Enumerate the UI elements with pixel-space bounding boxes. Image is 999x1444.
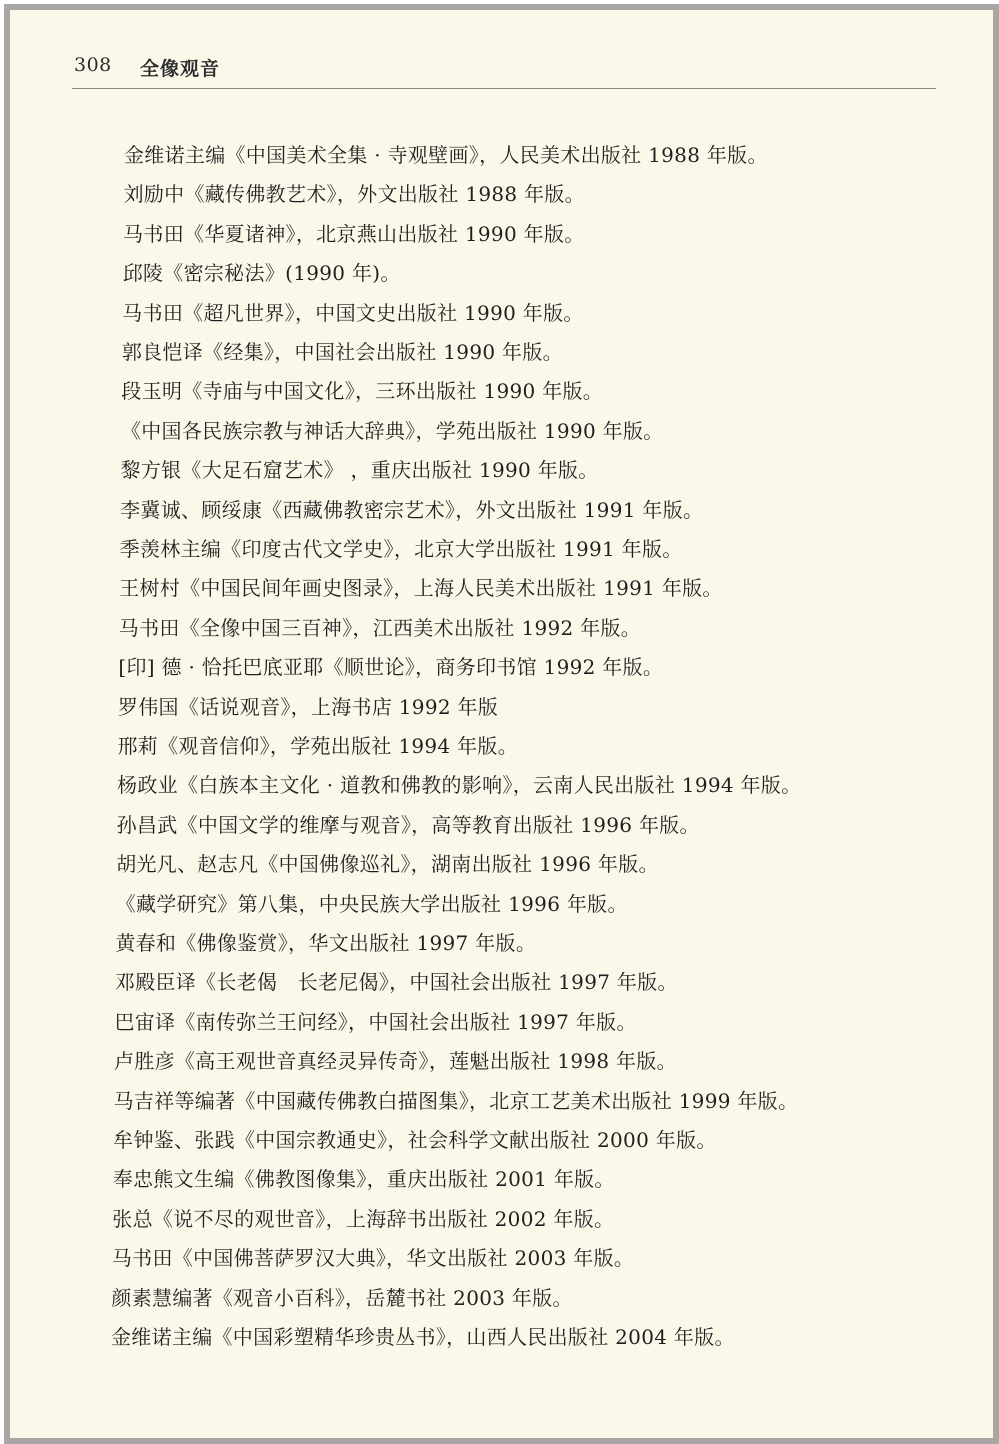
reference-item: 《中国各民族宗教与神话大辞典》，学苑出版社 1990 年版。 (120, 418, 664, 443)
reference-item: 马书田《全像中国三百神》，江西美术出版社 1992 年版。 (118, 615, 642, 640)
reference-item: 金维诺主编《中国彩塑精华珍贵丛书》，山西人民出版社 2004 年版。 (111, 1325, 735, 1349)
reference-item: 李冀诚、顾绥康《西藏佛教密宗艺术》，外文出版社 1991 年版。 (120, 497, 704, 522)
reference-item: 《藏学研究》第八集，中央民族大学出版社 1996 年版。 (115, 891, 628, 916)
reference-item: 黎方银《大足石窟艺术》 ，重庆出版社 1990 年版。 (120, 458, 599, 483)
reference-item: 刘励中《藏传佛教艺术》，外文出版社 1988 年版。 (123, 182, 585, 207)
reference-item: 邢莉《观音信仰》，学苑出版社 1994 年版。 (117, 734, 519, 758)
reference-item: 罗伟国《话说观音》，上海书店 1992 年版 (117, 694, 499, 719)
reference-item: 马书田《超凡世界》，中国文史出版社 1990 年版。 (122, 300, 584, 325)
reference-item: 王树村《中国民间年画史图录》，上海人民美术出版社 1991 年版。 (119, 576, 723, 601)
reference-item: 金维诺主编《中国美术全集 · 寺观壁画》，人民美术出版社 1988 年版。 (124, 143, 768, 167)
running-title: 全像观音 (140, 58, 221, 80)
reference-item: 胡光凡、赵志凡《中国佛像巡礼》，湖南出版社 1996 年版。 (116, 852, 659, 877)
reference-item: 奉忠熊文生编《佛教图像集》，重庆出版社 2001 年版。 (112, 1167, 615, 1192)
reference-item: 邱陵《密宗秘法》(1990 年)。 (122, 261, 401, 286)
reference-item: 段玉明《寺庙与中国文化》，三环出版社 1990 年版。 (121, 379, 604, 404)
reference-item: 黄春和《佛像鉴赏》，华文出版社 1997 年版。 (115, 931, 537, 955)
reference-item: 卢胜彦《高王观世音真经灵异传奇》，莲魁出版社 1998 年版。 (114, 1049, 677, 1074)
reference-item: 郭良恺译《经集》，中国社会出版社 1990 年版。 (121, 340, 563, 364)
reference-item: 杨政业《白族本主文化 · 道教和佛教的影响》，云南人民出版社 1994 年版。 (117, 773, 802, 798)
reference-item: 巴宙译《南传弥兰王问经》，中国社会出版社 1997 年版。 (114, 1009, 637, 1034)
reference-item: 牟钟鉴、张践《中国宗教通史》，社会科学文献出版社 2000 年版。 (113, 1128, 717, 1152)
reference-item: 马书田《华夏诸神》，北京燕山出版社 1990 年版。 (123, 221, 585, 246)
reference-item: [印] 德 · 恰托巴底亚耶《顺世论》，商务印书馆 1992 年版。 (118, 655, 664, 680)
reference-item: 张总《说不尽的观世音》，上海辞书出版社 2002 年版。 (112, 1206, 615, 1231)
reference-item: 邓殿臣译《长老偈 长老尼偈》，中国社会出版社 1997 年版。 (114, 970, 678, 995)
reference-item: 马书田《中国佛菩萨罗汉大典》，华文出版社 2003 年版。 (111, 1246, 635, 1271)
reference-item: 颜素慧编著《观音小百科》，岳麓书社 2003 年版。 (111, 1285, 573, 1310)
reference-item: 马吉祥等编著《中国藏传佛教白描图集》，北京工艺美术出版社 1999 年版。 (113, 1088, 799, 1113)
page-number: 308 (74, 54, 112, 76)
reference-item: 孙昌武《中国文学的维摩与观音》，高等教育出版社 1996 年版。 (116, 812, 700, 837)
page-header (72, 50, 936, 89)
reference-item: 季羡林主编《印度古代文学史》，北京大学出版社 1991 年版。 (119, 537, 683, 561)
book-page (4, 4, 999, 1444)
